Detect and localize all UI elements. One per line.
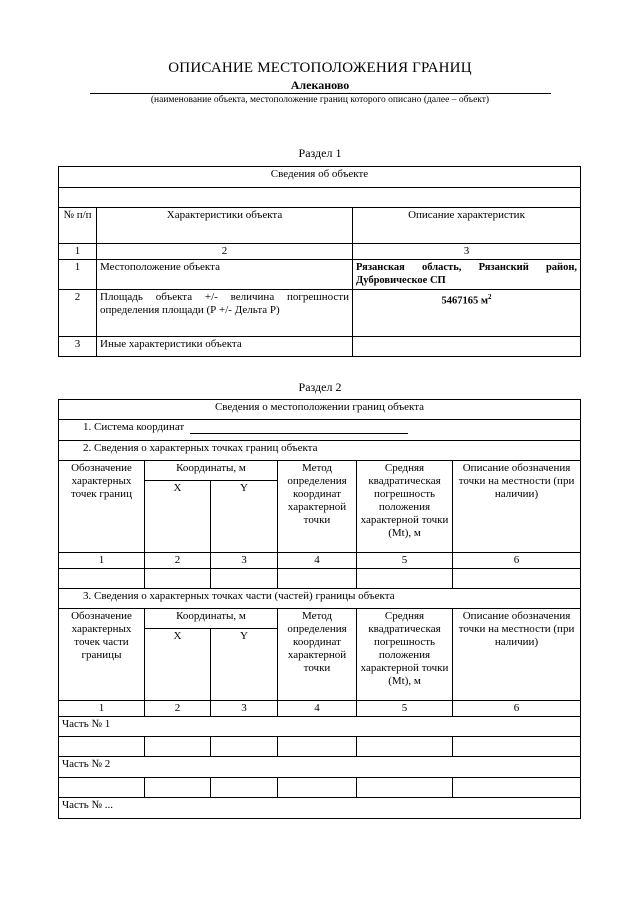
empty-cell <box>357 737 453 757</box>
col-number: 1 <box>59 553 145 569</box>
empty-cell <box>453 737 581 757</box>
table-row <box>59 337 581 357</box>
empty-cell <box>453 569 581 589</box>
part-label: Часть № 2 <box>59 757 581 778</box>
header-description: Описание характеристик <box>353 208 581 244</box>
header-part-point-designation: Обозначение характерных точек части границы <box>59 609 145 701</box>
empty-cell <box>211 569 278 589</box>
empty-cell <box>145 778 211 798</box>
section2-heading: Раздел 2 <box>298 380 342 394</box>
empty-cell <box>145 569 211 589</box>
empty-cell <box>278 569 357 589</box>
row-number: 3 <box>59 337 97 357</box>
object-info-table <box>58 166 581 357</box>
table-row <box>59 778 581 798</box>
empty-cell <box>357 569 453 589</box>
table1-spacer-row <box>59 188 581 208</box>
document-title: ОПИСАНИЕ МЕСТОПОЛОЖЕНИЯ ГРАНИЦ <box>168 60 472 76</box>
empty-cell <box>145 737 211 757</box>
col-number: 1 <box>59 701 145 717</box>
header-x: X <box>145 629 211 701</box>
col-number: 3 <box>211 701 278 717</box>
header-number: № п/п <box>59 208 97 244</box>
empty-cell <box>211 737 278 757</box>
header-y: Y <box>211 481 278 553</box>
empty-cell <box>453 778 581 798</box>
header-point-description: Описание обозначения точки на местности (при наличии) <box>453 461 581 553</box>
coord-system-label: 1. Система координат <box>83 421 185 433</box>
row-description: Рязанская область, Рязанский район, Дубровическое СП <box>353 260 581 290</box>
object-name-caption: (наименование объекта, местоположение границ которого описано (далее – объект) <box>150 95 490 105</box>
col-number: 3 <box>211 553 278 569</box>
header-point-designation: Обозначение характерных точек границ <box>59 461 145 553</box>
row-characteristic: Иные характеристики объекта <box>97 337 353 357</box>
header-method: Метод определения координат характерной точки <box>278 609 357 701</box>
row-description <box>353 337 581 357</box>
table-row <box>59 260 581 290</box>
points-section-title: 2. Сведения о характерных точках границ объекта <box>59 441 581 461</box>
empty-cell <box>278 778 357 798</box>
col-number: 4 <box>278 701 357 717</box>
header-characteristic: Характеристики объекта <box>97 208 353 244</box>
header-x: X <box>145 481 211 553</box>
coord-system-row <box>59 420 581 441</box>
col-number: 6 <box>453 701 581 717</box>
col-number: 6 <box>453 553 581 569</box>
table-row <box>59 569 581 589</box>
col-number: 2 <box>97 244 353 260</box>
col-number: 3 <box>353 244 581 260</box>
col-number: 4 <box>278 553 357 569</box>
col-number: 1 <box>59 244 97 260</box>
row-characteristic: Площадь объекта +/- величина погрешности определения площади (Р +/- Дельта Р) <box>97 290 353 337</box>
header-coordinates: Координаты, м <box>145 461 278 481</box>
table-row <box>59 290 581 337</box>
empty-cell <box>278 737 357 757</box>
object-name: Алеканово <box>290 78 350 92</box>
header-accuracy: Средняя квадратическая погрешность положения характерной точки (Мt), м <box>357 609 453 701</box>
section1-heading: Раздел 1 <box>298 146 342 160</box>
header-coordinates: Координаты, м <box>145 609 278 629</box>
col-number: 2 <box>145 701 211 717</box>
header-accuracy: Средняя квадратическая погрешность положения характерной точки (Мt), м <box>357 461 453 553</box>
header-method: Метод определения координат характерной точки <box>278 461 357 553</box>
table-row <box>59 737 581 757</box>
col-number: 5 <box>357 701 453 717</box>
area-value: 5467165 м <box>441 295 489 307</box>
boundary-location-table <box>58 399 581 819</box>
empty-cell <box>211 778 278 798</box>
table1-title: Сведения об объекте <box>59 167 581 188</box>
area-unit-superscript: 2 <box>488 293 492 301</box>
header-point-description: Описание обозначения точки на местности (при наличии) <box>453 609 581 701</box>
row-description-area <box>353 290 581 337</box>
row-characteristic: Местоположение объекта <box>97 260 353 290</box>
empty-cell <box>59 778 145 798</box>
col-number: 5 <box>357 553 453 569</box>
empty-cell <box>357 778 453 798</box>
part-points-section-title: 3. Сведения о характерных точках части (частей) границы объекта <box>59 589 581 609</box>
object-name-underline <box>90 93 551 94</box>
coord-system-blank <box>190 422 408 434</box>
empty-cell <box>59 569 145 589</box>
part-label: Часть № ... <box>59 798 581 819</box>
row-number: 2 <box>59 290 97 337</box>
header-y: Y <box>211 629 278 701</box>
col-number: 2 <box>145 553 211 569</box>
row-number: 1 <box>59 260 97 290</box>
table2-title: Сведения о местоположении границ объекта <box>59 400 581 420</box>
part-label: Часть № 1 <box>59 717 581 737</box>
empty-cell <box>59 737 145 757</box>
